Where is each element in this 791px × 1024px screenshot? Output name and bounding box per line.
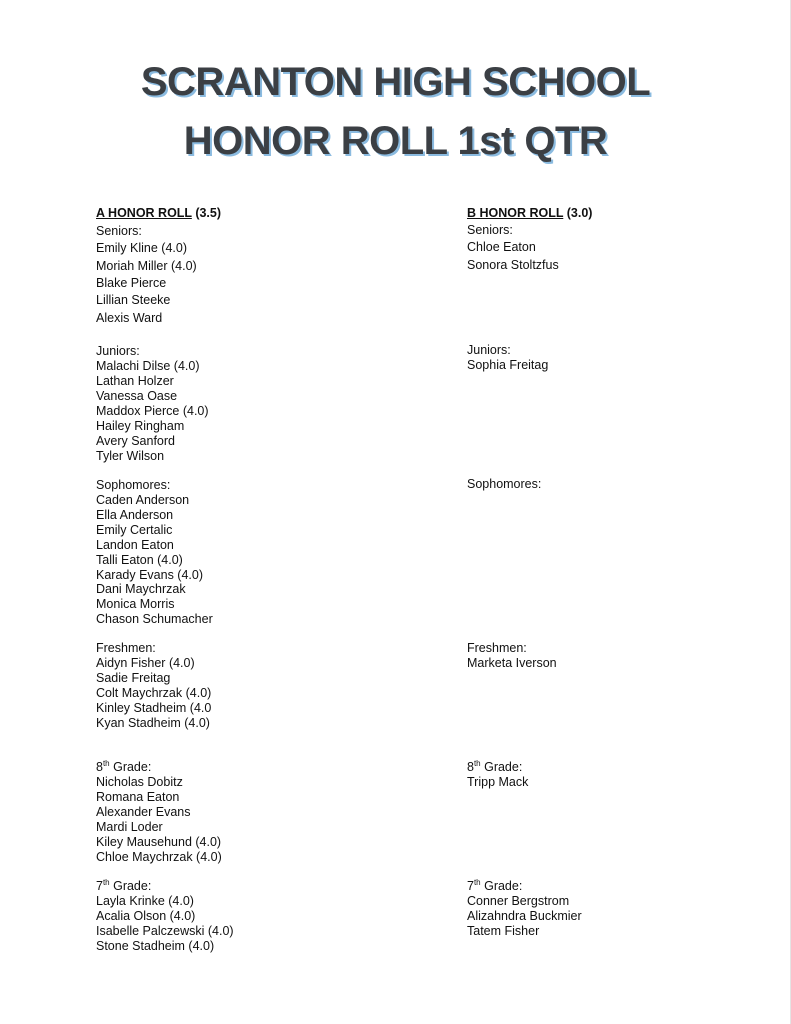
b-honor-roll-heading — [467, 206, 592, 220]
b-grade7-label — [467, 879, 522, 893]
list-item: Conner Bergstrom — [467, 894, 570, 908]
list-item: Tyler Wilson — [96, 449, 165, 463]
a-honor-roll-heading — [96, 206, 221, 220]
list-item: Alexander Evans — [96, 805, 191, 819]
b-sophomores-label: Sophomores: — [467, 477, 542, 491]
a-grade8-label — [96, 760, 151, 774]
list-item: Alizahndra Buckmier — [467, 909, 582, 923]
list-item: Sophia Freitag — [467, 358, 549, 372]
b-honor-roll-gpa: (3.0) — [563, 206, 593, 220]
list-item: Talli Eaton (4.0) — [96, 553, 183, 567]
list-item: Emily Kline (4.0) — [96, 241, 187, 255]
b-grade8-label — [467, 760, 522, 774]
list-item: Lathan Holzer — [96, 374, 174, 388]
list-item: Tatem Fisher — [467, 924, 540, 938]
a-seniors-label: Seniors: — [96, 224, 142, 238]
grade-suffix: th — [102, 758, 110, 768]
b-honor-roll-heading-label: B HONOR ROLL — [467, 206, 564, 220]
grade-text: Grade: — [480, 879, 523, 893]
b-seniors-label: Seniors: — [467, 223, 513, 237]
list-item: Nicholas Dobitz — [96, 775, 183, 789]
a-honor-roll-heading-label: A HONOR ROLL — [96, 206, 192, 220]
list-item: Chloe Eaton — [467, 240, 536, 254]
list-item: Monica Morris — [96, 597, 175, 611]
list-item: Moriah Miller (4.0) — [96, 259, 197, 273]
grade-number: 8 — [96, 760, 103, 774]
list-item: Stone Stadheim (4.0) — [96, 939, 215, 953]
list-item: Hailey Ringham — [96, 419, 185, 433]
list-item: Chason Schumacher — [96, 612, 213, 626]
list-item: Landon Eaton — [96, 538, 174, 552]
list-item: Karady Evans (4.0) — [96, 568, 203, 582]
grade-suffix: th — [102, 877, 110, 887]
b-freshmen-label: Freshmen: — [467, 641, 527, 655]
grade-number: 7 — [96, 879, 103, 893]
list-item: Chloe Maychrzak (4.0) — [96, 850, 222, 864]
list-item: Mardi Loder — [96, 820, 163, 834]
grade-suffix: th — [473, 758, 481, 768]
list-item: Ella Anderson — [96, 508, 174, 522]
list-item: Maddox Pierce (4.0) — [96, 404, 209, 418]
a-sophomores-label: Sophomores: — [96, 478, 171, 492]
school-title: SCRANTON HIGH SCHOOL — [140, 60, 651, 104]
list-item: Kyan Stadheim (4.0) — [96, 716, 210, 730]
list-item: Marketa Iverson — [467, 656, 557, 670]
list-item: Lillian Steeke — [96, 293, 171, 307]
list-item: Emily Certalic — [96, 523, 173, 537]
list-item: Dani Maychrzak — [96, 582, 186, 596]
grade-number: 7 — [467, 879, 474, 893]
list-item: Romana Eaton — [96, 790, 180, 804]
list-item: Colt Maychrzak (4.0) — [96, 686, 212, 700]
grade-suffix: th — [473, 877, 481, 887]
grade-text: Grade: — [480, 760, 523, 774]
a-freshmen-label: Freshmen: — [96, 641, 156, 655]
list-item: Aidyn Fisher (4.0) — [96, 656, 195, 670]
list-item: Layla Krinke (4.0) — [96, 894, 194, 908]
grade-text: Grade: — [109, 879, 152, 893]
list-item: Blake Pierce — [96, 276, 167, 290]
grade-number: 8 — [467, 760, 474, 774]
list-item: Tripp Mack — [467, 775, 529, 789]
honor-roll-title: HONOR ROLL 1st QTR — [183, 119, 608, 163]
list-item: Malachi Dilse (4.0) — [96, 359, 200, 373]
list-item: Alexis Ward — [96, 311, 163, 325]
list-item: Sadie Freitag — [96, 671, 171, 685]
list-item: Sonora Stoltzfus — [467, 258, 559, 272]
a-honor-roll-gpa: (3.5) — [191, 206, 222, 220]
list-item: Avery Sanford — [96, 434, 175, 448]
list-item: Vanessa Oase — [96, 389, 178, 403]
list-item: Kiley Mausehund (4.0) — [96, 835, 222, 849]
b-juniors-label: Juniors: — [467, 343, 511, 357]
list-item: Isabelle Palczewski (4.0) — [96, 924, 234, 938]
a-grade7-label — [96, 879, 151, 893]
list-item: Kinley Stadheim (4.0 — [96, 701, 212, 715]
list-item: Caden Anderson — [96, 493, 190, 507]
grade-text: Grade: — [109, 760, 152, 774]
a-juniors-label: Juniors: — [96, 344, 140, 358]
list-item: Acalia Olson (4.0) — [96, 909, 196, 923]
